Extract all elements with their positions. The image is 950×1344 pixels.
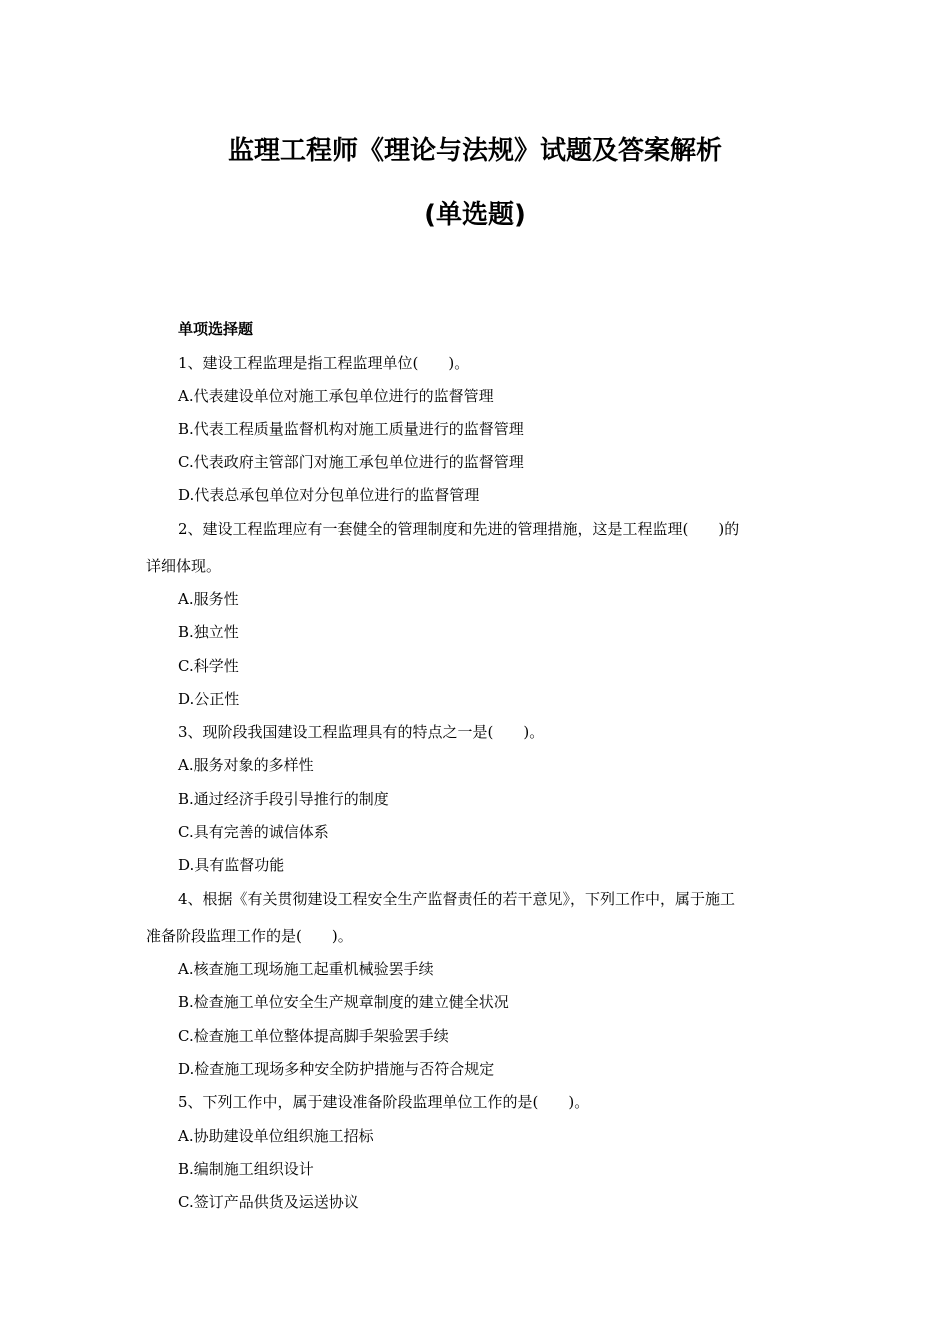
question-2-option-c: C.科学性: [178, 657, 239, 675]
question-4-option-b: B.检查施工单位安全生产规章制度的建立健全状况: [178, 993, 509, 1011]
question-1-option-d: D.代表总承包单位对分包单位进行的监督管理: [178, 486, 480, 504]
document-title: 监理工程师《理论与法规》试题及答案解析: [227, 136, 722, 166]
question-4-option-d: D.检查施工现场多种安全防护措施与否符合规定: [178, 1060, 495, 1078]
question-2-option-d: D.公正性: [178, 690, 240, 708]
question-3-stem: 3、现阶段我国建设工程监理具有的特点之一是( )。: [178, 723, 545, 741]
question-2-option-b: B.独立性: [178, 623, 239, 641]
question-4-stem: 4、根据《有关贯彻建设工程安全生产监督责任的若干意见》，下列工作中，属于施工: [178, 890, 736, 908]
document-subtitle: (单选题): [424, 200, 526, 230]
question-4-stem-continued: 准备阶段监理工作的是( )。: [146, 927, 353, 945]
question-1-option-a: A.代表建设单位对施工承包单位进行的监督管理: [178, 387, 494, 405]
question-4-option-c: C.检查施工单位整体提高脚手架验罢手续: [178, 1027, 449, 1045]
question-5-stem: 5、下列工作中，属于建设准备阶段监理单位工作的是( )。: [178, 1093, 590, 1111]
question-5-option-c: C.签订产品供货及运送协议: [178, 1193, 359, 1211]
question-3-option-d: D.具有监督功能: [178, 856, 285, 874]
question-2-stem: 2、建设工程监理应有一套健全的管理制度和先进的管理措施，这是工程监理( )的: [178, 520, 740, 538]
question-3-option-c: C.具有完善的诚信体系: [178, 823, 329, 841]
question-1-option-b: B.代表工程质量监督机构对施工质量进行的监督管理: [178, 420, 524, 438]
section-heading: 单项选择题: [178, 320, 254, 338]
question-4-option-a: A.核查施工现场施工起重机械验罢手续: [178, 960, 434, 978]
question-1-option-c: C.代表政府主管部门对施工承包单位进行的监督管理: [178, 453, 524, 471]
question-3-option-a: A.服务对象的多样性: [178, 756, 314, 774]
question-1-stem: 1、建设工程监理是指工程监理单位( )。: [178, 354, 470, 372]
question-2-stem-continued: 详细体现。: [146, 557, 222, 575]
question-3-option-b: B.通过经济手段引导推行的制度: [178, 790, 389, 808]
question-5-option-a: A.协助建设单位组织施工招标: [178, 1127, 374, 1145]
question-2-option-a: A.服务性: [178, 590, 239, 608]
question-5-option-b: B.编制施工组织设计: [178, 1160, 314, 1178]
